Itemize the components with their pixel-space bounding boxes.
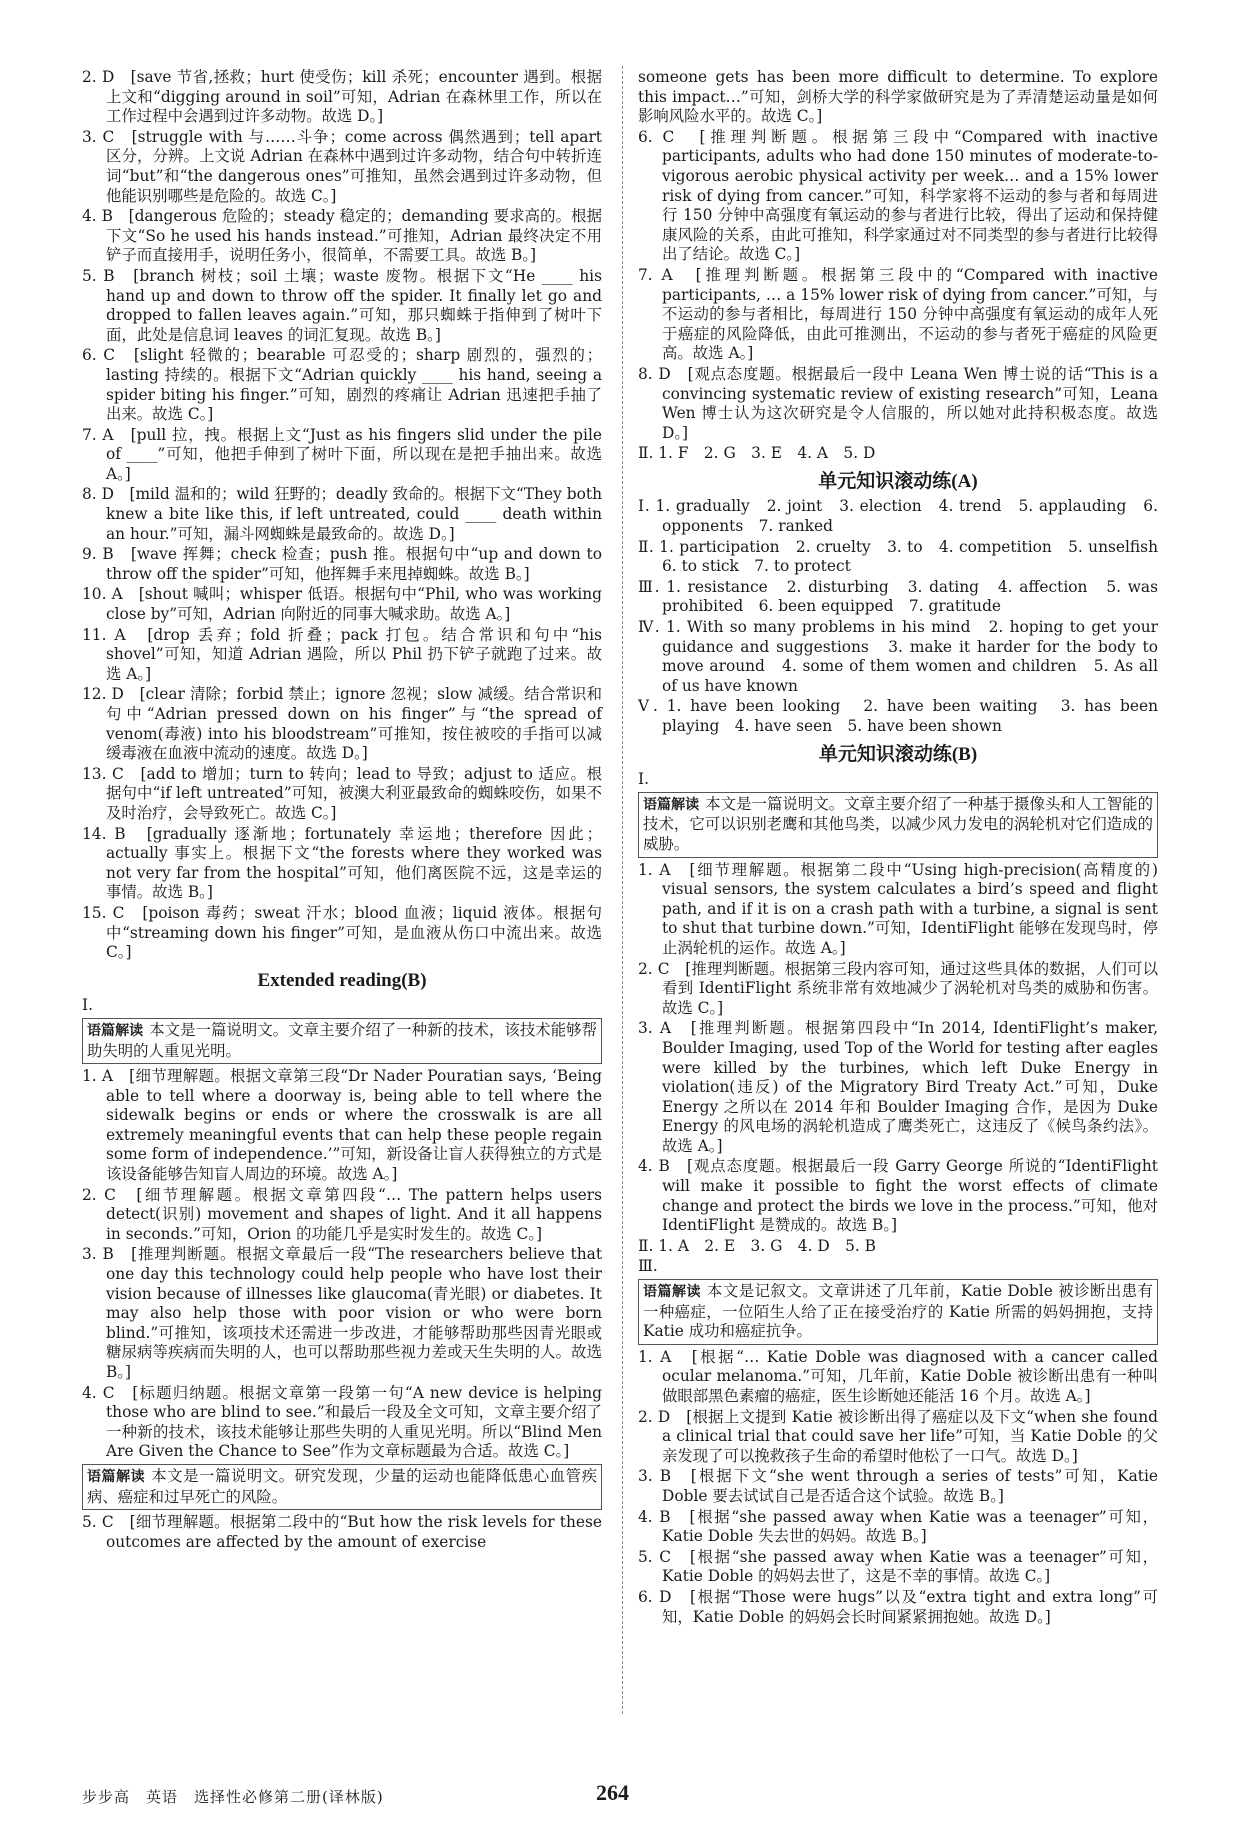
- answer-item: 4. B [观点态度题。根据最后一段 Garry George 所说的“IdentiFlight will make it possible to fight the worst effects of climate change and protect the birds we love in the process.”可知，他对 IdentiFlight 是赞成的。故选 B。]: [638, 1157, 1158, 1235]
- section-marker: someone gets has been more difficult to determine. To explore this impact…”可知，剑桥大学的科学家做研究是为了弄清楚运动量是如何影响风险水平的。故选 C。]: [638, 68, 1158, 126]
- answer-item: 14. B [gradually 逐渐地；fortunately 幸运地；therefore 因此；actually 事实上。根据下文“the forests where they worked was not very far from the hospital”可知，他们离医院不远，这是幸运的事情。故选 B。]: [82, 824, 602, 902]
- summary-text: 本文是记叙文。文章讲述了几年前，Katie Doble 被诊断出患有一种癌症，一位陌生人给了正在接受治疗的 Katie 所需的妈妈拥抱，支持 Katie 成功和癌症抗争。: [643, 1282, 1153, 1341]
- answer-item: 8. D [观点态度题。根据最后一段中 Leana Wen 博士说的话“This is a convincing systematic review of existing research”可知，Leana Wen 博士认为这次研究是令人信服的，所以她对此持积极态度。故选 D。]: [638, 364, 1158, 442]
- page-number: 264: [596, 1780, 629, 1805]
- answer-item: 1. A [根据“… Katie Doble was diagnosed with a cancer called ocular melanoma.”可知，几年前，Katie Doble 被诊断出患有一种叫做眼部黑色素瘤的癌症，医生诊断她还能活 16 个月。故选 A。]: [638, 1347, 1158, 1405]
- answer-item: Ⅲ. 1. resistance 2. disturbing 3. dating 4. affection 5. was prohibited 6. been equipped 7. gratitude: [638, 577, 1158, 616]
- answer-item: 6. C [slight 轻微的；bearable 可忍受的；sharp 剧烈的，强烈的；lasting 持续的。根据下文“Adrian quickly ____ his hand, seeing a spider biting his finger.”可知，剧烈的疼痛让 Adrian 迅速把手抽了出来。故选 C。]: [82, 346, 602, 424]
- answer-item: 2. C [细节理解题。根据文章第四段“… The pattern helps users detect(识别) movement and shapes of light. And it all happens in seconds.”可知，Orion 的功能几乎是实时发生的。故选 C。]: [82, 1185, 602, 1243]
- section-marker: Ⅱ. 1. F 2. G 3. E 4. A 5. D: [638, 444, 876, 463]
- column-divider: [622, 66, 623, 1714]
- answer-item: 2. C [推理判断题。根据第三段内容可知，通过这些具体的数据，人们可以看到 IdentiFlight 系统非常有效地减少了涡轮机对鸟类的威胁和伤害。故选 C。]: [638, 959, 1158, 1017]
- section-marker: Ⅰ.: [638, 770, 649, 789]
- answer-item: 7. A [推理判断题。根据第三段中的“Compared with inactive participants, … a 15% lower risk of dying from cancer.”可知，与不运动的参与者相比，每周进行 150 分钟中高强度有氧运动的成年人死于癌症的风险降低，由此可推测出，不运动的参与者死于癌症的风险更高。故选 A。]: [638, 265, 1158, 363]
- passage-summary-box: [82, 1464, 602, 1510]
- section-heading: 单元知识滚动练(A): [818, 470, 978, 492]
- answer-item: 3. A [推理判断题。根据第四段中“In 2014, IdentiFlight’s maker, Boulder Imaging, used Top of the World for testing after eagles were killed by the turbines, which left Duke Energy in violation(违反) of the Migratory Bird Treaty Act.”可知，Duke Energy 之所以在 2014 年和 Boulder Imaging 合作，是因为 Duke Energy 的风电场的涡轮机造成了鹰类死亡，这违反了《候鸟条约法》。故选 A。]: [638, 1019, 1158, 1155]
- answer-item: 6. C [推理判断题。根据第三段中“Compared with inactive participants, adults who had done 150 minutes of moderate-to-vigorous aerobic physical activity per week… and a 15% lower risk of dying from cancer.”可知，科学家将不运动的参与者和每周进行 150 分钟中高强度有氧运动的参与者进行比较，得出了运动和保持健康风险的关系，由此可推知，科学家通过对不同类型的参与者进行比较得出了结论。故选 C。]: [638, 127, 1158, 264]
- summary-label: 语篇解读: [643, 1284, 701, 1301]
- answer-item: 1. A [细节理解题。根据第二段中“Using high-precision(高精度的) visual sensors, the system calculates a bird’s speed and flight path, and if it is on a crash path with a turbine, a signal is sent to shut that turbine down.”可知，IdentiFlight 能够在发现鸟时，停止涡轮机的运作。故选 A。]: [638, 860, 1158, 957]
- answer-item: 10. A [shout 喊叫；whisper 低语。根据句中“Phil, who was working close by”可知，Adrian 向附近的同事大喊求助。故选 A。]: [82, 585, 602, 624]
- answer-item: 9. B [wave 挥舞；check 检查；push 推。根据句中“up and down to throw off the spider”可知，他挥舞手来甩掉蜘蛛。故选 B。]: [82, 545, 602, 583]
- passage-summary-box: [82, 1018, 602, 1064]
- answer-item: 5. B [branch 树枝；soil 土壤；waste 废物。根据下文“He ____ his hand up and down to throw off the spider. It finally let go and dropped to fallen leaves again.”可知，那只蜘蛛于指伸到了树叶下面，此处是信息词 leaves 的词汇复现。故选 B。]: [82, 266, 602, 344]
- answer-item: 5. C [根据“she passed away when Katie was a teenager”可知，Katie Doble 的妈妈去世了，这是不幸的事情。故选 C。]: [638, 1547, 1158, 1586]
- answer-item: 15. C [poison 毒药；sweat 汗水；blood 血液；liquid 液体。根据句中“streaming down his finger”可知，是血液从伤口中流出来。故选 C。]: [82, 903, 602, 962]
- answer-item: 4. B [dangerous 危险的；steady 稳定的；demanding 要求高的。根据下文“So he used his hands instead.”可推知，Adrian 最终决定不用铲子而直接用手，说明任务小，很简单，不需要工具。故选 B。]: [82, 207, 602, 265]
- right-column: [638, 68, 1174, 1628]
- answer-item: 2. D [save 节省,拯救；hurt 使受伤；kill 杀死；encounter 遇到。根据上文和“digging around in soil”可知，Adrian 在森林里工作，所以在工作过程中会遇到过许多动物。故选 D。]: [82, 68, 602, 126]
- section-marker: Ⅰ.: [82, 996, 93, 1015]
- answer-item: 4. C [标题归纳题。根据文章第一段第一句“A new device is helping those who are blind to see.”和最后一段及全文可知，文章主要介绍了一种新的技术，该技术能够让那些失明的人重见光明。所以“Blind Men Are Given the Chance to See”作为文章标题最为合适。故选 C。]: [82, 1383, 602, 1461]
- section-marker: Ⅲ.: [638, 1257, 658, 1276]
- answer-item: 3. C [struggle with 与……斗争；come across 偶然遇到；tell apart 区分，分辨。上文说 Adrian 在森林中遇到过许多动物，结合句中转折连词“but”和“the dangerous ones”可推知，虽然会遇到过许多动物，但他能识别哪些是危险的。故选 C。]: [82, 127, 602, 205]
- answer-item: 11. A [drop 丢弃；fold 折叠；pack 打包。结合常识和句中“his shovel”可知，知道 Adrian 遇险，所以 Phil 扔下铲子就跑了过来。故选 A。]: [82, 625, 602, 683]
- answer-item: 1. A [细节理解题。根据文章第三段“Dr Nader Pouratian says, ‘Being able to tell where a doorway is, being able to tell where the sidewalk begins or ends or where the crosswalk is are all extremely meaningful events that can help these people regain some form of independence.’”可知，新设备让盲人获得独立的方式是该设备能够告知盲人周边的环境。故选 A。]: [82, 1067, 602, 1184]
- answer-item: 6. D [根据“Those were hugs”以及“extra tight and extra long”可知，Katie Doble 的妈妈会长时间紧紧拥抱她。故选 D。]: [638, 1587, 1158, 1626]
- passage-summary-box: [638, 792, 1158, 858]
- answer-item: Ⅰ. 1. gradually 2. joint 3. election 4. trend 5. applauding 6. opponents 7. ranked: [638, 497, 1158, 536]
- summary-label: 语篇解读: [87, 1468, 146, 1485]
- answer-item: 12. D [clear 清除；forbid 禁止；ignore 忽视；slow 减缓。结合常识和句中“Adrian pressed down on his finger”与“the spread of venom(毒液) into his bloodstream”可推知，按住被咬的手指可以减缓毒液在血液中流动的速度。故选 D。]: [82, 685, 602, 763]
- answer-item: 2. D [根据上文提到 Katie 被诊断出得了癌症以及下文“when she found a clinical trial that could save her life”可知，当 Katie Doble 的父亲发现了可以挽救孩子生命的希望时他松了一口气。故选 D。]: [638, 1407, 1158, 1465]
- answer-item: Ⅴ. 1. have been looking 2. have been waiting 3. has been playing 4. have seen 5. have been shown: [638, 697, 1158, 735]
- section-marker: Ⅱ. 1. A 2. E 3. G 4. D 5. B: [638, 1236, 876, 1255]
- summary-text: 本文是一篇说明文。研究发现，少量的运动也能降低患心血管疾病、癌症和过早死亡的风险。: [87, 1466, 597, 1506]
- answer-item: 4. B [根据“she passed away when Katie was a teenager”可知，Katie Doble 失去世的妈妈。故选 B。]: [638, 1507, 1158, 1546]
- footer-book-title: 步步高 英语 选择性必修第二册(译林版): [82, 1788, 384, 1806]
- answer-item: 7. A [pull 拉，拽。根据上文“Just as his fingers slid under the pile of ____”可知，他把手伸到了树叶下面，所以现在是把手抽出来。故选 A。]: [82, 425, 602, 483]
- left-column: [82, 68, 602, 1553]
- answer-item: 5. C [细节理解题。根据第二段中的“But how the risk levels for these outcomes are affected by the amount of exercise: [82, 1513, 602, 1551]
- passage-summary-box: [638, 1279, 1158, 1345]
- answer-item: 13. C [add to 增加；turn to 转向；lead to 导致；adjust to 适应。根据句中“if left untreated”可知，被澳大利亚最致命的蜘蛛咬伤，如果不及时治疗，会导致死亡。故选 C。]: [82, 764, 602, 822]
- answer-item: Ⅱ. 1. participation 2. cruelty 3. to 4. competition 5. unselfish 6. to stick 7. to protect: [638, 537, 1174, 576]
- section-heading: Extended reading(B): [257, 969, 427, 991]
- summary-text: 本文是一篇说明文。文章主要介绍了一种新的技术，该技术能够帮助失明的人重见光明。: [87, 1020, 597, 1060]
- answer-item: 8. D [mild 温和的；wild 狂野的；deadly 致命的。根据下文“They both knew a bite like this, if left untreated, could ____ death within an hour.”可知，漏斗网蜘蛛是最致命的。故选 D。]: [82, 485, 602, 543]
- summary-text: 本文是一篇说明文。文章主要介绍了一种基于摄像头和人工智能的技术，它可以识别老鹰和其他鸟类，以减少风力发电的涡轮机对它们造成的威胁。: [643, 794, 1153, 853]
- section-heading: 单元知识滚动练(B): [818, 743, 978, 765]
- answer-item: 3. B [推理判断题。根据文章最后一段“The researchers believe that one day this technology could help people who have lost their vision because of illnesses like glaucoma(青光眼) or diabetes. It may also help those with poor vision or who were born blind.”可推知，该项技术还需进一步改进，才能够帮助那些因青光眼或糖尿病等疾病而失明的人，也可以帮助那些视力差或天生失明的人。故选 B。]: [82, 1245, 602, 1381]
- answer-item: 3. B [根据下文“she went through a series of tests”可知，Katie Doble 要去试试自己是否适合这个试验。故选 B。]: [638, 1467, 1158, 1505]
- summary-label: 语篇解读: [87, 1022, 144, 1039]
- answer-item: Ⅳ. 1. With so many problems in his mind 2. hoping to get your guidance and suggestions 3. make it harder for the body to move around 4. some of them women and children 5. As all of us have known: [638, 618, 1158, 695]
- summary-label: 语篇解读: [643, 796, 700, 813]
